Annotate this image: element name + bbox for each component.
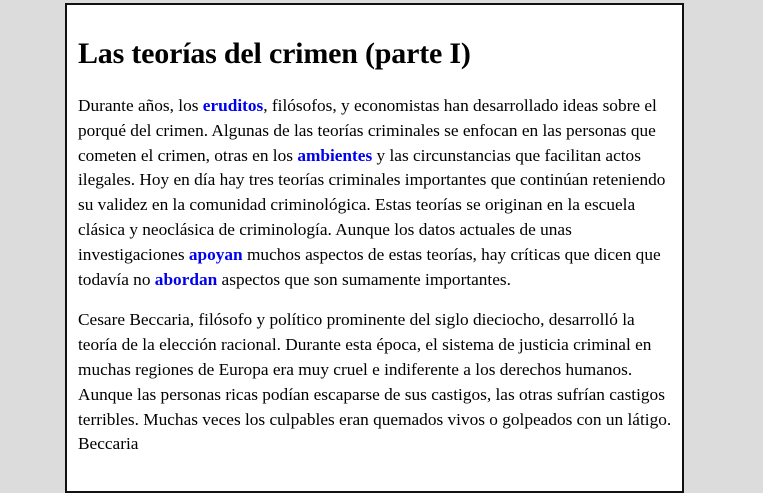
article-page	[65, 3, 684, 493]
text-segment: Durante años, los	[78, 96, 203, 115]
text-segment: aspectos que son sumamente importantes.	[217, 269, 511, 289]
glossary-link-abordan[interactable]: abordan	[154, 269, 218, 289]
glossary-link-apoyan[interactable]: apoyan	[188, 244, 243, 264]
text-segment: y las circunstancias que facilitan actos ilegales. Hoy en día hay tres teorías criminales importantes que continúan reteniendo su validez en la comunidad criminológica. Estas teorías se originan en la escuela clásica y neoclásica de criminología. Aunque los datos actuales de unas investigaciones	[78, 145, 666, 264]
glossary-link-ambientes[interactable]: ambientes	[297, 145, 373, 165]
text-segment: , filósofos, y economistas han desarrollado ideas sobre el porqué del crimen. Algunas de las teorías criminales se enfocan en las personas que cometen el crimen, otras en los	[78, 96, 657, 165]
paragraph-1	[78, 94, 672, 292]
article-title: Las teorías del crimen (parte I)	[78, 37, 471, 70]
glossary-link-eruditos[interactable]: eruditos	[202, 96, 264, 115]
text-segment: Cesare Beccaria, filósofo y político prominente del siglo dieciocho, desarrolló la teoría de la elección racional. Durante esta época, el sistema de justicia criminal en muchas regiones de Europa era muy cruel e indiferente a los derechos humanos. Aunque las personas ricas podían escaparse de sus castigos, las otras sufrían castigos terribles. Muchas veces los culpables eran quemados vivos o golpeados con un látigo. Beccaria	[78, 310, 672, 454]
text-segment: muchos aspectos de estas teorías, hay críticas que dicen que todavía no	[78, 244, 661, 289]
paragraph-2	[78, 308, 672, 457]
